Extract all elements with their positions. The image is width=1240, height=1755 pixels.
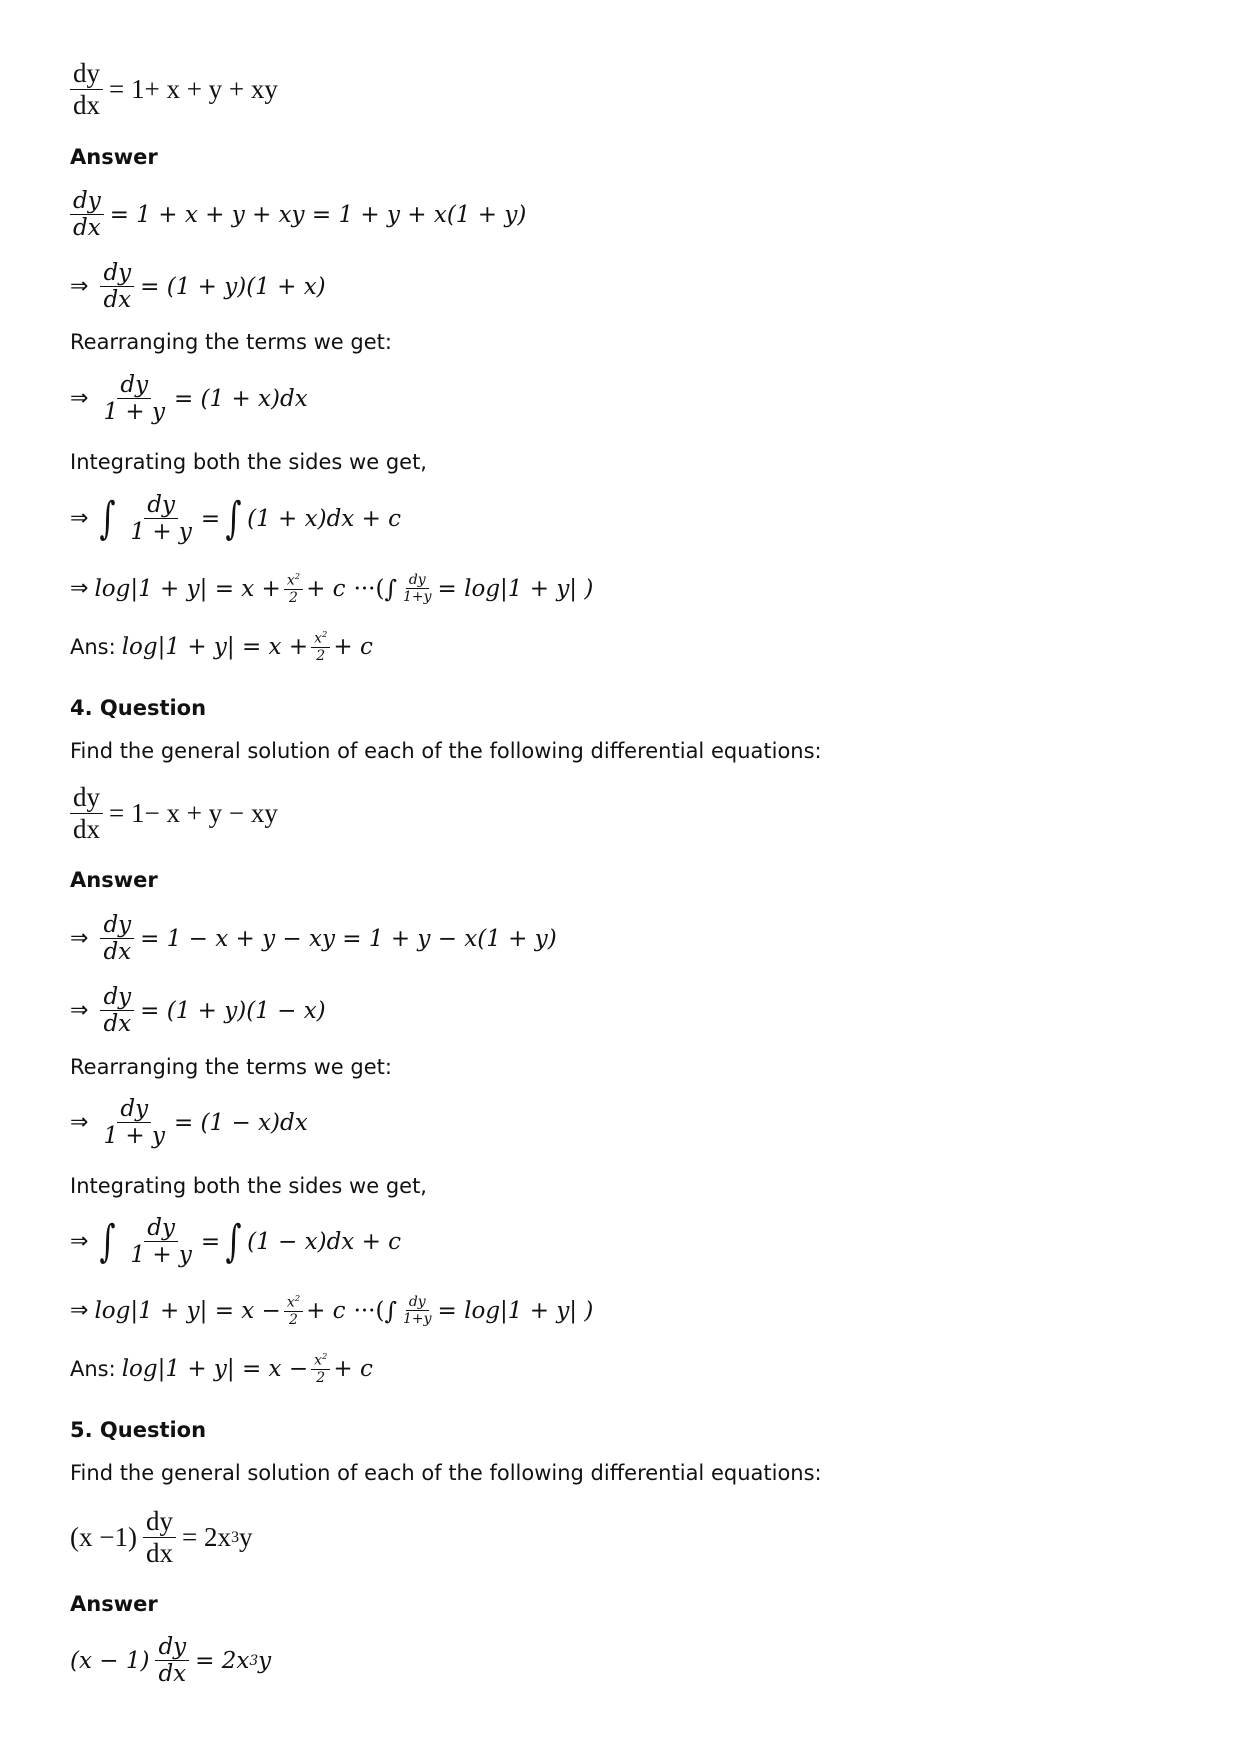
implies-icon: ⇒: [70, 926, 89, 952]
integral-icon: ∫: [99, 492, 116, 544]
implies-icon: ⇒: [70, 386, 89, 412]
fraction: $\frac{dy}{1+y}$: [402, 572, 432, 606]
q4-prompt: Find the general solution of each of the following differential equations:: [70, 739, 822, 763]
implies-icon: ⇒: [70, 274, 89, 300]
fraction: $\frac{dy}{1 + y}$: [103, 1096, 165, 1150]
q4-heading: 4. Question: [70, 696, 207, 720]
equation-lhs: (x − 1): [70, 1647, 150, 1674]
equation-rhs: = log|1 + y| ): [437, 575, 594, 602]
equation-rhs: = 1− x + y − xy: [109, 798, 278, 829]
fraction: $\frac{x^2}{2}$: [311, 630, 330, 664]
equation-rhs: = 2x: [195, 1647, 250, 1674]
equation-lhs: log|1 + y| = x −: [94, 1297, 281, 1324]
fraction: $\frac{x^2}{2}$: [284, 572, 303, 606]
q5-equation: (x −1) $\frac{dy}{dx}$ = 2x 3 y: [70, 1506, 253, 1569]
fraction: $\frac{dy}{dx}$: [70, 188, 104, 242]
answer-heading: Answer: [70, 1592, 158, 1616]
equation-rhs: = (1 + y)(1 + x): [140, 273, 326, 300]
fraction: $\frac{dy}{dx}$: [70, 58, 103, 121]
q5-step-1: (x − 1) $\frac{dy}{dx}$ = 2x 3 y: [70, 1634, 272, 1688]
implies-icon: ⇒: [70, 1298, 89, 1324]
implies-icon: ⇒: [70, 998, 89, 1024]
fraction: $\frac{dy}{1 + y}$: [130, 492, 192, 546]
q4-step-5: [70, 1294, 593, 1328]
integral-icon: ∫: [225, 1215, 242, 1267]
fraction: $\frac{dy}{1 + y}$: [103, 372, 165, 426]
fraction: $\frac{x^2}{2}$: [284, 1294, 303, 1328]
equation-rhs: (1 − x)dx + c: [247, 1228, 402, 1255]
equation-lhs: log|1 + y| = x −: [121, 1355, 309, 1382]
fraction: $\frac{dy}{dx}$: [70, 782, 103, 845]
implies-icon: ⇒: [70, 576, 89, 602]
equation-rhs: = log|1 + y| ): [437, 1297, 594, 1324]
q3-step-5: [70, 572, 593, 606]
plus-constant: + c: [333, 1355, 373, 1382]
equation-rhs: = 1+ x + y + xy: [109, 74, 278, 105]
integral-icon: ∫: [99, 1215, 116, 1267]
q4-step-2: [70, 984, 326, 1038]
equation-rhs: = 1 + x + y + xy = 1 + y + x(1 + y): [109, 201, 527, 228]
implies-icon: ⇒: [70, 506, 89, 532]
rearranging-text: Rearranging the terms we get:: [70, 1055, 392, 1079]
q3-step-4: [70, 492, 401, 546]
equation-rhs: = (1 + y)(1 − x): [140, 997, 326, 1024]
answer-heading: Answer: [70, 145, 158, 169]
answer-heading: Answer: [70, 868, 158, 892]
q3-step-2: [70, 260, 326, 314]
equals-sign: =: [200, 505, 221, 532]
q4-final-answer: Ans: log|1 + y| = x − $\frac{x^2}{2}$ + c: [70, 1351, 373, 1386]
q4-step-4: [70, 1215, 401, 1269]
fraction: $\frac{dy}{dx}$: [100, 260, 134, 314]
equation-rhs: = (1 − x)dx: [173, 1109, 308, 1136]
equation-lhs: (x −1): [70, 1522, 137, 1553]
rearranging-text: Rearranging the terms we get:: [70, 330, 392, 354]
implies-icon: ⇒: [70, 1110, 89, 1136]
integrating-text: Integrating both the sides we get,: [70, 1174, 427, 1198]
equation-lhs: log|1 + y| = x +: [94, 575, 281, 602]
equals-sign: =: [200, 1228, 221, 1255]
q5-heading: 5. Question: [70, 1418, 207, 1442]
fraction: $\frac{x^2}{2}$: [311, 1352, 330, 1386]
plus-constant: + c: [306, 1297, 346, 1324]
q4-step-1: [70, 912, 557, 966]
equation-rhs: = 1 − x + y − xy = 1 + y − x(1 + y): [140, 925, 557, 952]
q4-step-3: [70, 1096, 308, 1150]
q3-final-answer: Ans: log|1 + y| = x + $\frac{x^2}{2}$ + c: [70, 629, 373, 664]
fraction: $\frac{dy}{1 + y}$: [130, 1215, 192, 1269]
q5-prompt: Find the general solution of each of the following differential equations:: [70, 1461, 822, 1485]
q4-equation: [70, 782, 278, 845]
q3-step-3: [70, 372, 308, 426]
fraction: $\frac{dy}{dx}$: [155, 1634, 189, 1688]
fraction: $\frac{dy}{1+y}$: [402, 1294, 432, 1328]
equation-rhs: = (1 + x)dx: [173, 385, 308, 412]
integral-icon: ∫: [384, 574, 397, 603]
integrating-text: Integrating both the sides we get,: [70, 450, 427, 474]
integral-icon: ∫: [225, 492, 242, 544]
equation-rhs: (1 + x)dx + c: [247, 505, 402, 532]
q3-step-1: [70, 188, 526, 242]
fraction: $\frac{dy}{dx}$: [100, 984, 134, 1038]
implies-icon: ⇒: [70, 1229, 89, 1255]
integral-icon: ∫: [384, 1296, 397, 1325]
equation-lhs: log|1 + y| = x +: [121, 633, 309, 660]
plus-constant: + c: [333, 633, 373, 660]
fraction: $\frac{dy}{dx}$: [143, 1506, 176, 1569]
equation-rhs: = 2x: [181, 1522, 231, 1553]
q3-equation: [70, 58, 278, 121]
ellipsis: ···(: [353, 575, 385, 602]
ellipsis: ···(: [353, 1297, 385, 1324]
fraction: $\frac{dy}{dx}$: [100, 912, 134, 966]
plus-constant: + c: [306, 575, 346, 602]
